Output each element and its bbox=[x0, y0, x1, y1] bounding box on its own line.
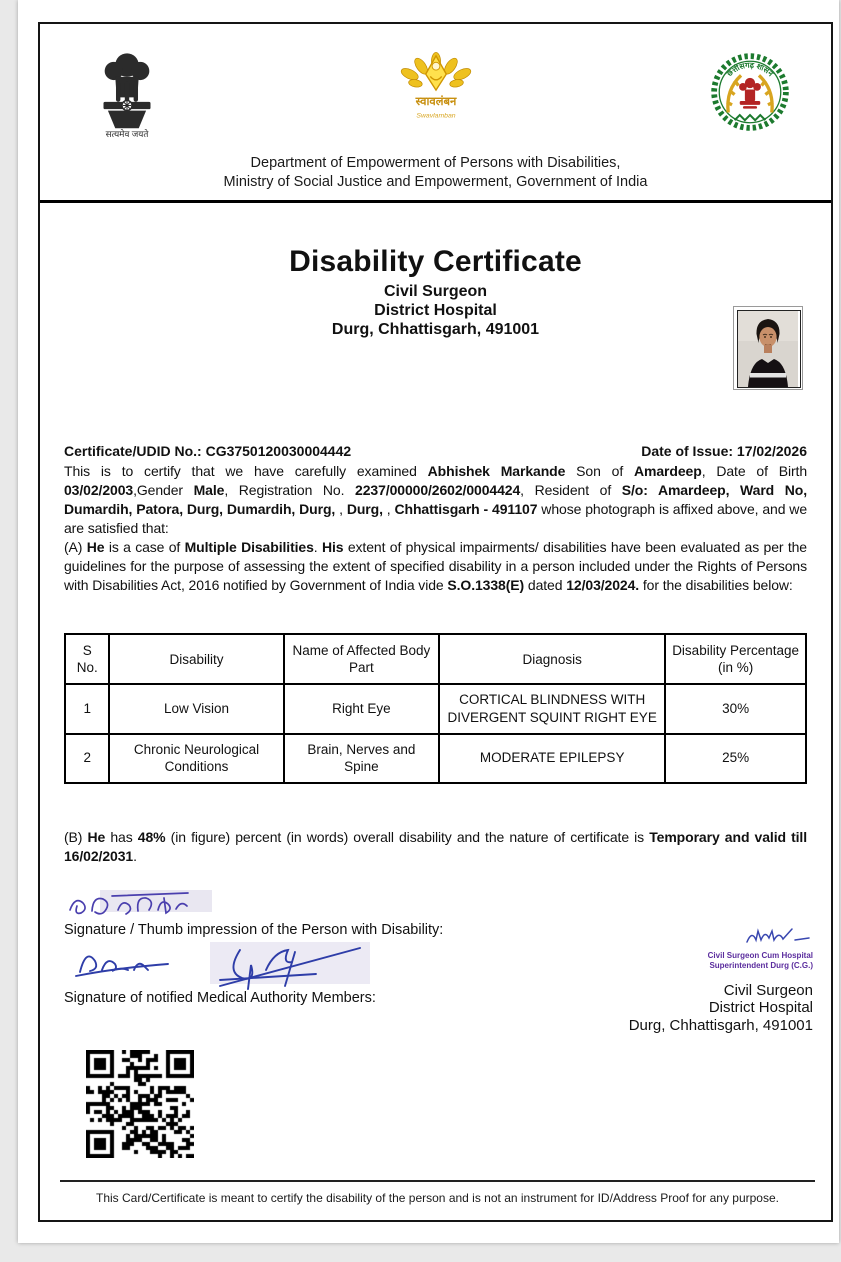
authority-signatures-ink bbox=[70, 940, 400, 990]
emblem-header-row bbox=[40, 46, 831, 142]
chhattisgarh-emblem-icon bbox=[709, 48, 791, 141]
col-diagnosis: Diagnosis bbox=[439, 634, 665, 684]
certify-paragraph: This is to certify that we have carefully examined Abhishek Markande Son of Amardeep, Date of Birth 03/02/2003,Gender Male, Registration No. 2237/00000/2602/0004424, Resident of S/o: Amardeep, Ward No, Dumardih, Patora, Durg, Dumardih, Durg, , Durg, , Chhattisgarh - 491107 whose photograph is affixed above, and we are satisfied that: bbox=[64, 463, 808, 537]
footer-disclaimer: This Card/Certificate is meant to certify the disability of the person and is not an instrument for ID/Address Proof for any purpose. bbox=[60, 1180, 815, 1205]
person-signature-label: Signature / Thumb impression of the Person with Disability: bbox=[64, 921, 444, 938]
certificate-sheet bbox=[18, 0, 839, 1243]
cg-emblem-text: छत्तीसगढ़ शासन bbox=[724, 60, 776, 79]
col-body-part: Name of Affected Body Part bbox=[284, 634, 440, 684]
issuer-line-2: District Hospital bbox=[374, 301, 497, 319]
date-of-issue: Date of Issue: 17/02/2026 bbox=[641, 443, 807, 460]
table-row bbox=[65, 734, 806, 783]
certificate-number: Certificate/UDID No.: CG3750120030004442 bbox=[64, 443, 352, 460]
applicant-photo bbox=[733, 306, 803, 390]
cell-body-part: Right Eye bbox=[284, 684, 440, 733]
certificate-title: Disability Certificate bbox=[289, 244, 582, 278]
table-header-row bbox=[65, 634, 806, 684]
authority-line-3: Durg, Chhattisgarh, 491001 bbox=[628, 1016, 813, 1034]
cell-percentage: 25% bbox=[665, 734, 806, 783]
department-line-2: Ministry of Social Justice and Empowerment, Government of India bbox=[223, 173, 648, 190]
issuer-line-3: Durg, Chhattisgarh, 491001 bbox=[331, 321, 540, 339]
department-line-1: Department of Empowerment of Persons with Disabilities, bbox=[250, 155, 621, 171]
hospital-stamp bbox=[708, 926, 813, 971]
cell-disability: Low Vision bbox=[109, 684, 283, 733]
cell-disability: Chronic Neurological Conditions bbox=[109, 734, 283, 783]
cell-sno: 2 bbox=[65, 734, 109, 783]
cell-sno: 1 bbox=[65, 684, 109, 733]
stamp-signature-ink bbox=[743, 926, 813, 946]
col-percentage: Disability Percentage (in %) bbox=[665, 634, 806, 684]
authority-designation-block bbox=[629, 982, 813, 1035]
cell-diagnosis: MODERATE EPILEPSY bbox=[439, 734, 665, 783]
col-sno: S No. bbox=[65, 634, 109, 684]
stamp-line-2: Superintendent Durg (C.G.) bbox=[709, 960, 813, 970]
cell-body-part: Brain, Nerves and Spine bbox=[284, 734, 440, 783]
qr-code bbox=[86, 1050, 194, 1163]
authority-signature-label: Signature of notified Medical Authority Members: bbox=[64, 989, 376, 1006]
header-divider bbox=[40, 200, 831, 203]
cell-percentage: 30% bbox=[665, 684, 806, 733]
stamp-line-1: Civil Surgeon Cum Hospital bbox=[707, 950, 813, 960]
authority-line-2: District Hospital bbox=[708, 999, 813, 1017]
certificate-border-box bbox=[38, 22, 833, 1222]
india-emblem-motto: सत्यमेव जयते bbox=[105, 129, 149, 140]
issuer-line-1: Civil Surgeon bbox=[383, 282, 488, 300]
clause-b-paragraph: (B) He has 48% (in figure) percent (in words) overall disability and the nature of certificate is Temporary and valid till 16/02/2031. bbox=[64, 828, 808, 864]
swavlamban-logo-icon bbox=[396, 50, 476, 133]
cell-diagnosis: CORTICAL BLINDNESS WITH DIVERGENT SQUINT RIGHT EYE bbox=[439, 684, 665, 733]
disability-table bbox=[64, 633, 807, 783]
col-disability: Disability bbox=[109, 634, 283, 684]
swavlamban-subtext: Swavlamban bbox=[415, 112, 456, 120]
clause-a-paragraph: (A) He is a case of Multiple Disabilities. His extent of physical impairments/ disabilities have been evaluated as per the guidelines for the purpose of assessing the extent of specified disability in a person included under the Rights of Persons with Disabilities Act, 2016 notified by Government of India vide S.O.1338(E) dated 12/03/2024. for the disabilities below: bbox=[64, 539, 807, 594]
india-emblem-icon bbox=[82, 46, 172, 145]
table-row bbox=[65, 684, 806, 733]
authority-line-1: Civil Surgeon bbox=[723, 981, 813, 999]
person-signature-ink bbox=[62, 886, 807, 920]
swavlamban-text: स्वावलंबन bbox=[415, 96, 456, 108]
